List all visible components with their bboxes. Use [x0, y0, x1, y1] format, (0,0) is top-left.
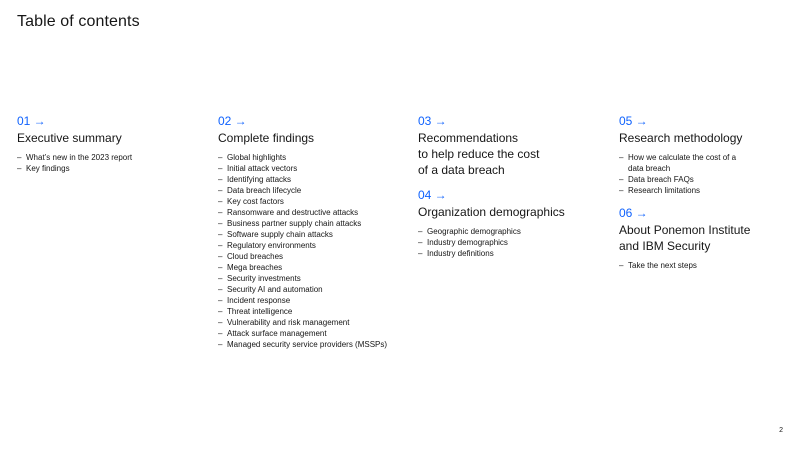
toc-column-4	[619, 114, 794, 271]
section-title[interactable]	[17, 130, 192, 146]
toc-item[interactable]: – Take the next steps	[619, 261, 697, 270]
toc-item[interactable]: – What’s new in the 2023 report	[17, 153, 133, 162]
toc-item[interactable]: – Attack surface management	[218, 329, 327, 338]
toc-item[interactable]: – Mega breaches	[218, 263, 283, 272]
toc-item[interactable]: – Incident response	[218, 296, 291, 305]
section-number-link[interactable]: 06 →	[619, 206, 648, 220]
toc-section-06	[619, 206, 794, 271]
section-items	[619, 260, 794, 271]
toc-item[interactable]: – Software supply chain attacks	[218, 230, 333, 239]
section-title-line: Research methodology	[619, 131, 743, 145]
toc-item[interactable]: – Business partner supply chain attacks	[218, 219, 362, 228]
toc-item[interactable]: – Identifying attacks	[218, 175, 292, 184]
section-title[interactable]	[218, 130, 393, 146]
toc-item[interactable]: – Regulatory environments	[218, 241, 316, 250]
toc-column-3	[418, 114, 593, 259]
section-number-link[interactable]: 04 →	[418, 188, 447, 202]
section-title-line: About Ponemon Institute	[619, 223, 751, 237]
toc-column-1	[17, 114, 192, 174]
section-number-link[interactable]: 02 →	[218, 114, 247, 128]
toc-column-2	[218, 114, 393, 350]
section-title-line: of a data breach	[418, 163, 505, 177]
section-items	[418, 226, 593, 259]
toc-item[interactable]: – How we calculate the cost of a data breach	[619, 153, 737, 173]
toc-section-04	[418, 188, 593, 259]
section-title-line: and IBM Security	[619, 239, 711, 253]
toc-item[interactable]: – Vulnerability and risk management	[218, 318, 350, 327]
section-number-link[interactable]: 05 →	[619, 114, 648, 128]
section-title[interactable]	[418, 204, 593, 220]
section-title-line: to help reduce the cost	[418, 147, 540, 161]
section-title-line: Recommendations	[418, 131, 519, 145]
toc-item[interactable]: – Security investments	[218, 274, 301, 283]
section-items	[218, 152, 393, 350]
section-items	[619, 152, 749, 196]
toc-item[interactable]: – Global highlights	[218, 153, 287, 162]
toc-item[interactable]: – Cloud breaches	[218, 252, 284, 261]
toc-item[interactable]: – Data breach lifecycle	[218, 186, 302, 195]
section-title[interactable]	[619, 130, 794, 146]
toc-item[interactable]: – Ransomware and destructive attacks	[218, 208, 359, 217]
toc-item[interactable]: – Industry demographics	[418, 238, 508, 247]
toc-section-05	[619, 114, 794, 196]
section-title-line: Organization demographics	[418, 205, 565, 219]
toc-item[interactable]: – Key cost factors	[218, 197, 284, 206]
toc-section-03	[418, 114, 593, 178]
section-items	[17, 152, 192, 174]
toc-item[interactable]: – Initial attack vectors	[218, 164, 298, 173]
section-title-line: Complete findings	[218, 131, 315, 145]
section-title[interactable]	[619, 222, 794, 254]
toc-item[interactable]: – Managed security service providers (MSSPs)	[218, 340, 388, 349]
toc-item[interactable]: – Threat intelligence	[218, 307, 293, 316]
toc-item[interactable]: – Data breach FAQs	[619, 175, 694, 184]
section-title-line: Executive summary	[17, 131, 122, 145]
section-number-link[interactable]: 03 →	[418, 114, 447, 128]
toc-item[interactable]: – Research limitations	[619, 186, 701, 195]
toc-item[interactable]: – Geographic demographics	[418, 227, 521, 236]
toc-section-01	[17, 114, 192, 174]
toc-item[interactable]: – Industry definitions	[418, 249, 494, 258]
page-number: 2	[779, 427, 783, 434]
toc-section-02	[218, 114, 393, 350]
section-title[interactable]	[418, 130, 593, 178]
toc-item[interactable]: – Key findings	[17, 164, 70, 173]
section-number-link[interactable]: 01 →	[17, 114, 46, 128]
page-title: Table of contents	[17, 13, 140, 30]
toc-item[interactable]: – Security AI and automation	[218, 285, 323, 294]
